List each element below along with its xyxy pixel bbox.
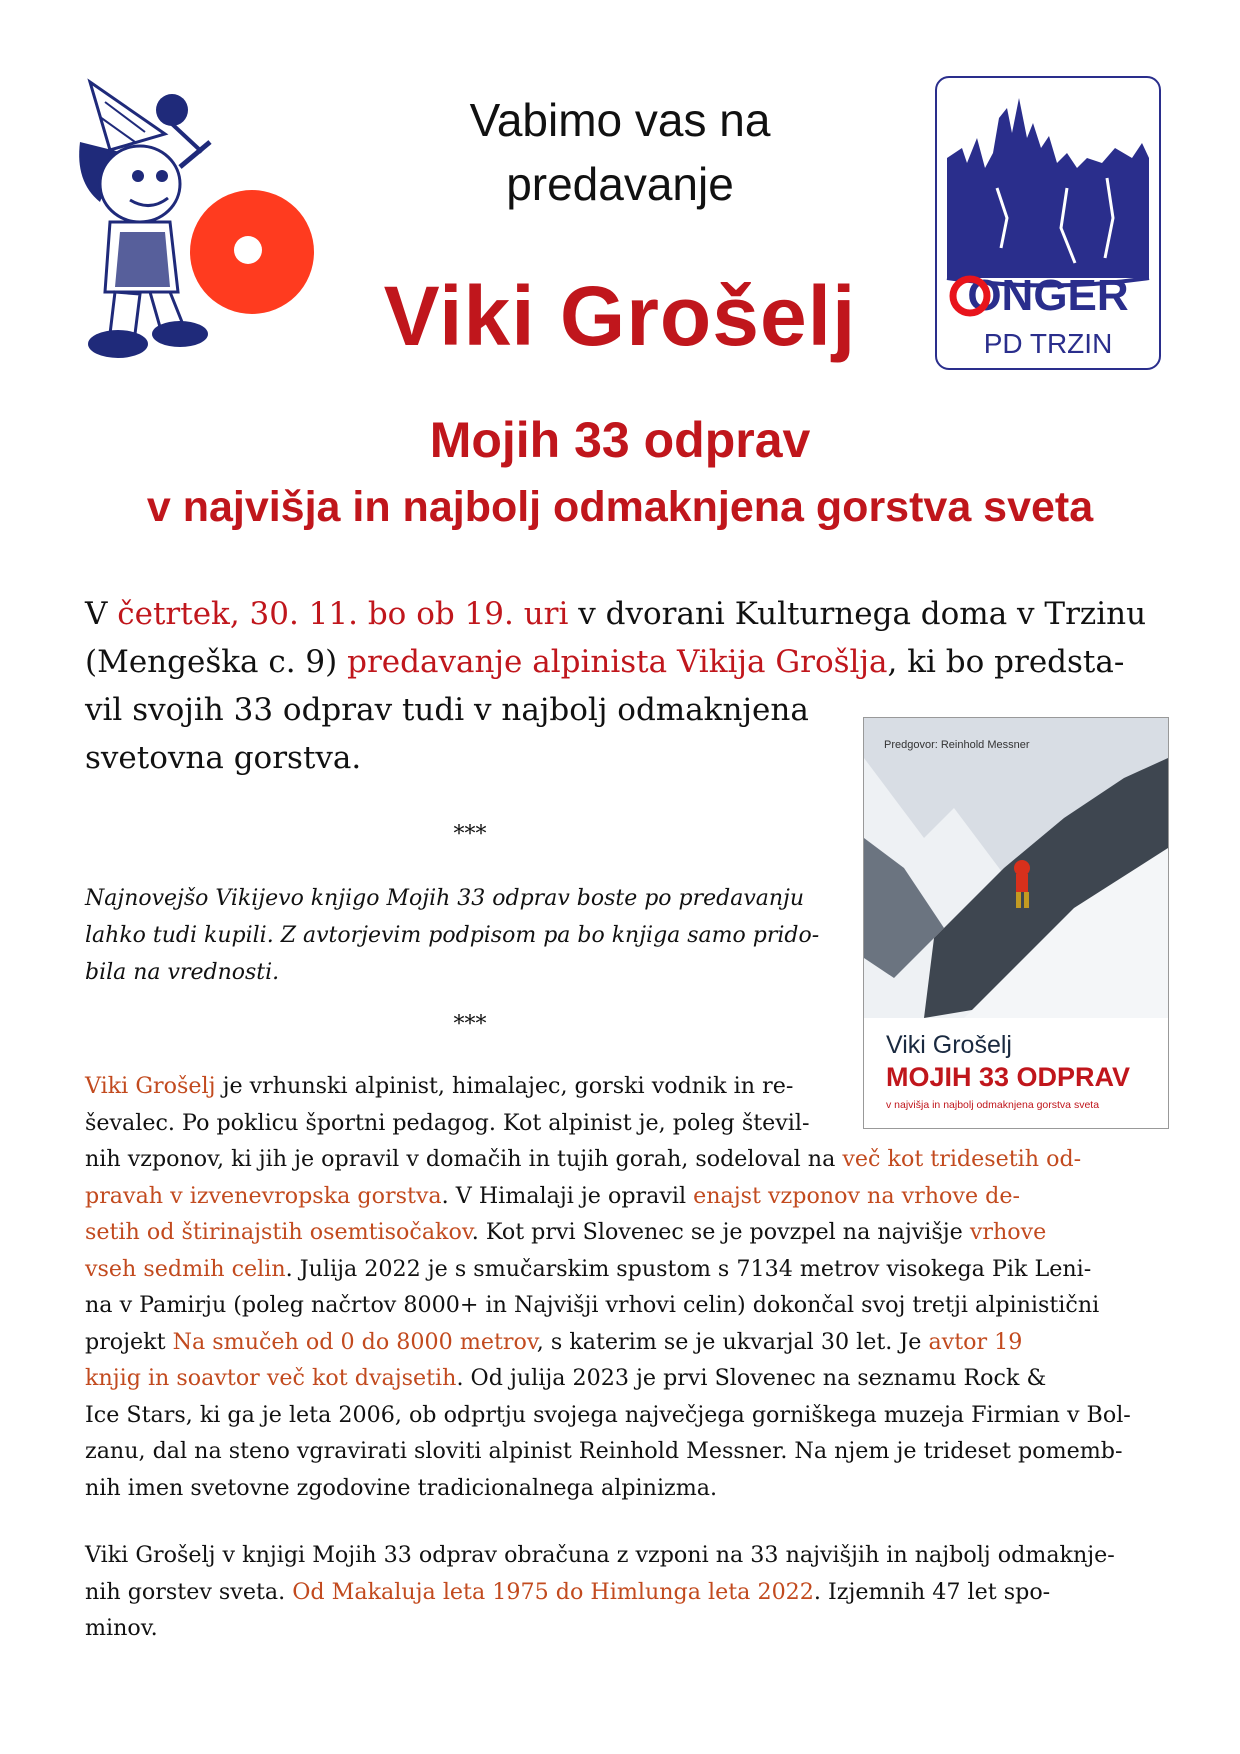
bio-text: zanu, dal na steno vgravirati sloviti alpinist Reinhold Messner. Na njem je trideset pomemb-	[85, 1438, 1123, 1464]
bio-text: ševalec. Po poklicu športni pedagog. Kot alpinist je, poleg števil-	[85, 1109, 810, 1136]
book-subtitle-heading: v najvišja in najbolj odmaknjena gorstva sveta	[146, 483, 1094, 531]
closing-text: nih gorstev sveta.	[85, 1578, 293, 1605]
intro-text: svetovna gorstva.	[85, 740, 362, 776]
bio-highlight: vrhove	[969, 1219, 1047, 1245]
separator-stars: ***	[453, 822, 487, 847]
separator-stars: ***	[453, 1012, 487, 1037]
closing-paragraph	[85, 1537, 1160, 1647]
logo-brand: ONGER	[967, 271, 1129, 320]
book-author: Viki Grošelj	[886, 1031, 1012, 1059]
biography-paragraph	[85, 1068, 1160, 1506]
bio-text: na v Pamirju (poleg načrtov 8000+ in Najvišji vrhovi celin) dokončal svoj tretji alpinistični	[85, 1292, 1100, 1318]
bio-text: . Kot prvi Slovenec se je povzpel na najvišje	[471, 1219, 970, 1245]
book-title: MOJIH 33 ODPRAV	[886, 1062, 1131, 1092]
closing-highlight: Od Makaluja leta 1975 do Himlunga leta 2022	[292, 1578, 814, 1605]
bio-text: nih imen svetovne zgodovine tradicionalnega alpinizma.	[85, 1474, 718, 1501]
bio-highlight: setih od štirinajstih osemtisočakov	[85, 1219, 472, 1245]
book-cover-art	[864, 718, 1168, 1128]
closing-text: . Izjemnih 47 let spo-	[813, 1578, 1051, 1605]
bio-text: , s katerim se je ukvarjal 30 let. Je	[536, 1328, 929, 1355]
bio-highlight: pravah v izvenevropska gorstva	[85, 1182, 442, 1209]
bio-text: . V Himalaji je opravil	[441, 1182, 694, 1209]
bio-highlight: Na smučeh od 0 do 8000 metrov	[172, 1328, 537, 1355]
closing-text: Viki Grošelj v knjigi Mojih 33 odprav obračuna z vzponi na 33 najvišjih in najbolj odmaknje-	[85, 1542, 1115, 1568]
bio-text: Ice Stars, ki ga je leta 2006, ob odprtju svojega največjega gorniškega muzeja Firmian v Bol-	[85, 1401, 1131, 1428]
speaker-name: Viki Grošelj	[383, 269, 857, 363]
book-note-line: bila na vrednosti.	[85, 960, 280, 985]
bio-text: projekt	[85, 1328, 173, 1355]
bio-text: . Od julija 2023 je prvi Slovenec na seznamu Rock &	[456, 1365, 1047, 1391]
invite-line-1: Vabimo vas na	[469, 94, 771, 146]
book-title-heading: Mojih 33 odprav	[429, 412, 811, 468]
bio-highlight: vseh sedmih celin	[85, 1255, 286, 1282]
bio-text: nih vzponov, ki jih je opravil v domačih in tujih gorah, sodeloval na	[85, 1146, 843, 1172]
book-note-line: Najnovejšo Vikijevo knjigo Mojih 33 odprav boste po predavanju	[85, 886, 805, 911]
bio-highlight: knjig in soavtor več kot dvajsetih	[85, 1365, 457, 1391]
invite-line-2: predavanje	[506, 158, 734, 210]
logo-sub: PD TRZIN	[983, 328, 1113, 359]
bio-highlight: več kot tridesetih od-	[842, 1146, 1082, 1172]
book-foreword: Predgovor: Reinhold Messner	[884, 739, 1030, 751]
bio-highlight: enajst vzponov na vrhove de-	[693, 1182, 1020, 1209]
book-note-line: lahko tudi kupili. Z avtorjevim podpisom pa bo knjiga samo prido-	[85, 923, 820, 948]
bio-text: . Julija 2022 je s smučarskim spustom s 7134 metrov visokega Pik Leni-	[285, 1255, 1092, 1282]
book-subtitle: v najvišja in najbolj odmaknjena gorstva sveta	[886, 1099, 1100, 1111]
intro-text: , ki bo predsta-	[887, 644, 1125, 680]
intro-text: vil svojih 33 odprav tudi v najbolj odmaknjena	[85, 692, 809, 728]
event-date: četrtek, 30. 11. bo ob 19. uri	[117, 596, 569, 632]
bio-highlight: Viki Grošelj	[85, 1073, 216, 1099]
onger-logo	[935, 76, 1161, 370]
closing-text: minov.	[85, 1615, 158, 1641]
onger-mountain-graphic	[937, 78, 1159, 368]
bio-text: je vrhunski alpinist, himalajec, gorski vodnik in re-	[215, 1073, 794, 1099]
intro-text: V	[85, 596, 118, 632]
intro-text: (Mengeška c. 9)	[85, 644, 348, 680]
intro-text: v dvorani Kulturnega doma v Trzinu	[568, 596, 1147, 632]
book-note	[85, 880, 855, 991]
bio-highlight: avtor 19	[928, 1328, 1023, 1355]
event-name: predavanje alpinista Vikija Grošlja	[347, 644, 888, 680]
